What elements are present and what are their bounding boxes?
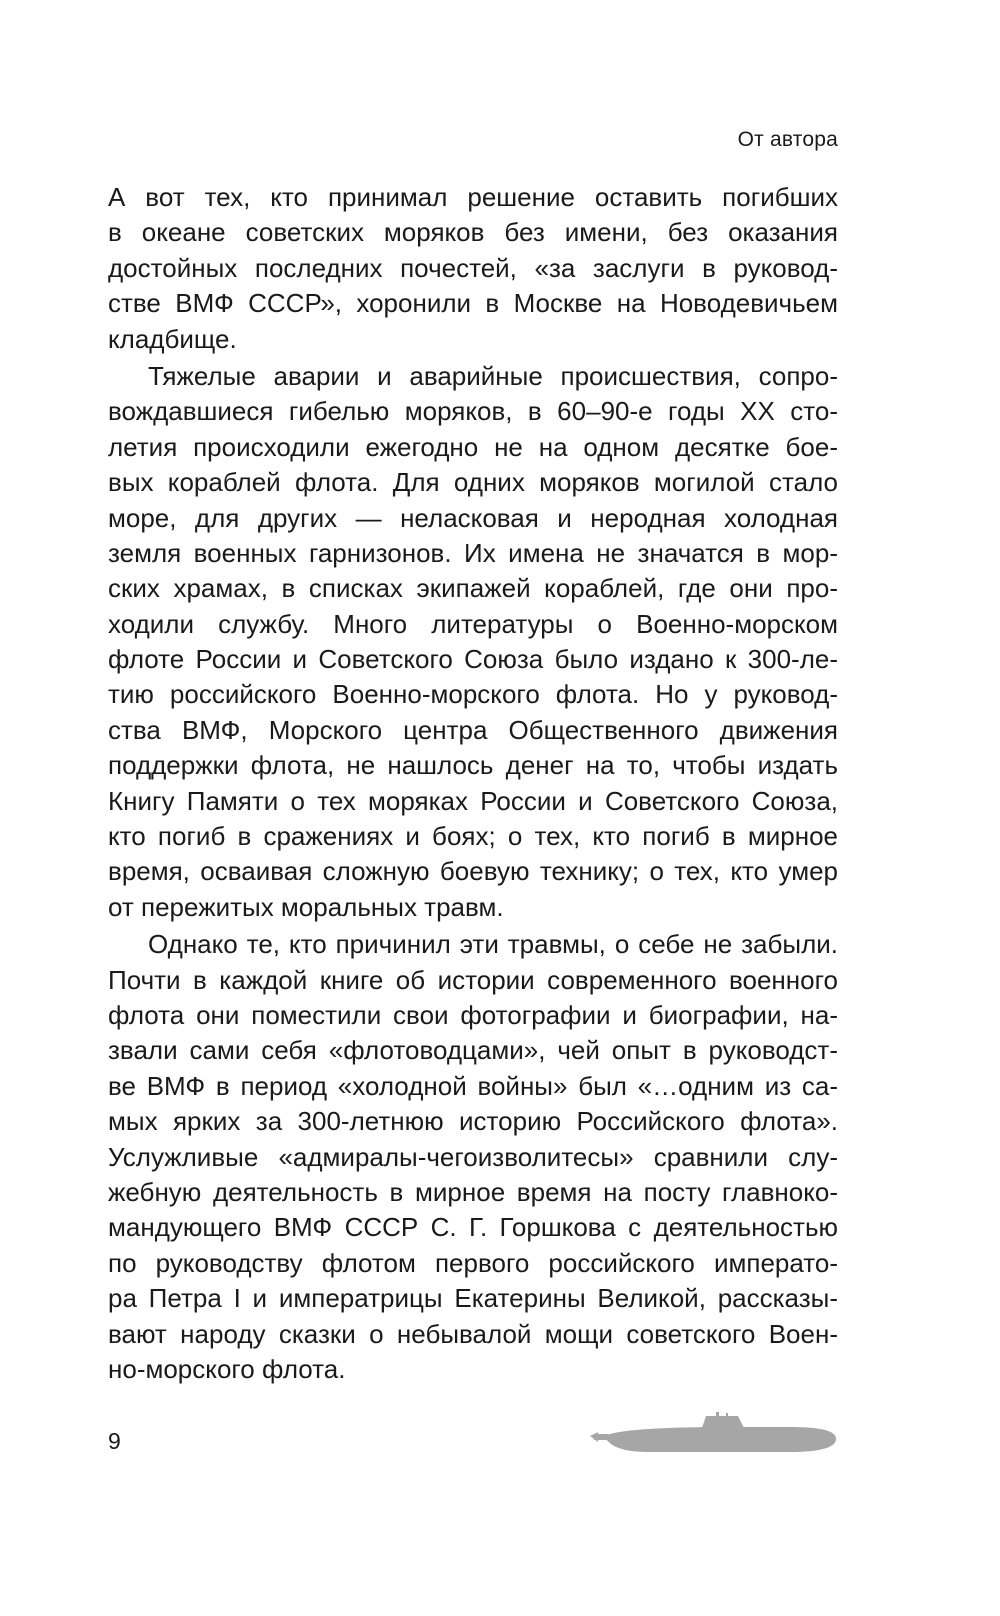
text-line: ве ВМФ в период «холодной войны» был «…одним из са- (108, 1070, 838, 1101)
text-line: ских храмах, в списках экипажей кораблей, где они про- (108, 573, 838, 604)
text-line: звали сами себя «флотоводцами», чей опыт в руководст- (108, 1035, 838, 1066)
text-line: время, осваивая сложную боевую технику; о тех, кто умер (108, 856, 838, 887)
text-line: мандующего ВМФ СССР С. Г. Горшкова с деятельностью (108, 1212, 838, 1243)
text-line: море, для других — неласковая и неродная холодная (108, 502, 838, 533)
body-text (108, 180, 838, 1389)
paragraph (108, 927, 838, 1387)
text-line: Тяжелые аварии и аварийные происшествия, сопро- (148, 360, 838, 391)
page-number: 9 (108, 1428, 121, 1454)
text-line: Услужливые «адмиралы-чегоизволитесы» сравнили слу- (108, 1141, 838, 1172)
text-line: вых кораблей флота. Для одних моряков могилой стало (108, 467, 838, 498)
paragraph (108, 359, 838, 925)
text-line: Почти в каждой книге об истории современного военного (108, 964, 838, 995)
text-line: но-морского флота. (108, 1353, 346, 1384)
submarine-silhouette-icon (590, 1412, 838, 1456)
text-line: флоте России и Советского Союза было издано к 300-ле- (108, 644, 838, 675)
text-line: Книгу Памяти о тех моряках России и Советского Союза, (108, 785, 838, 816)
text-line: жебную деятельность в мирное время на посту главноко- (108, 1176, 838, 1207)
text-line: Однако те, кто причинил эти травмы, о себе не забыли. (148, 929, 838, 960)
text-line: А вот тех, кто принимал решение оставить погибших (108, 182, 838, 212)
text-line: ра Петра I и императрицы Екатерины Великой, рассказы- (108, 1283, 838, 1314)
running-head: От автора (737, 128, 838, 151)
text-line: от пережитых моральных травм. (108, 891, 504, 922)
paragraph (108, 180, 838, 357)
text-line: вают народу сказки о небывалой мощи советского Воен- (108, 1318, 838, 1349)
text-line: достойных последних почестей, «за заслуги в руковод- (108, 252, 838, 283)
text-line: ства ВМФ, Морского центра Общественного движения (108, 714, 838, 745)
text-line: земля военных гарнизонов. Их имена не значатся в мор- (108, 537, 838, 568)
text-line: по руководству флотом первого российского императо- (108, 1247, 838, 1278)
text-line: летия происходили ежегодно не на одном десятке бое- (108, 431, 838, 462)
text-line: поддержки флота, не нашлось денег на то, чтобы издать (108, 750, 838, 781)
text-line: ходили службу. Много литературы о Военно-морском (108, 608, 838, 639)
text-line: вождавшиеся гибелью моряков, в 60–90-е годы XX сто- (108, 396, 838, 427)
text-line: кто погиб в сражениях и боях; о тех, кто погиб в мирное (108, 821, 838, 852)
text-line: мых ярких за 300-летнюю историю Российского флота». (108, 1106, 838, 1137)
text-line: кладбище. (108, 323, 237, 354)
text-line: флота они поместили свои фотографии и биографии, на- (108, 999, 838, 1030)
text-line: тию российского Военно-морского флота. Но у руковод- (108, 679, 838, 710)
text-line: в океане советских моряков без имени, без оказания (108, 217, 838, 248)
text-line: стве ВМФ СССР», хоронили в Москве на Новодевичьем (108, 288, 838, 319)
